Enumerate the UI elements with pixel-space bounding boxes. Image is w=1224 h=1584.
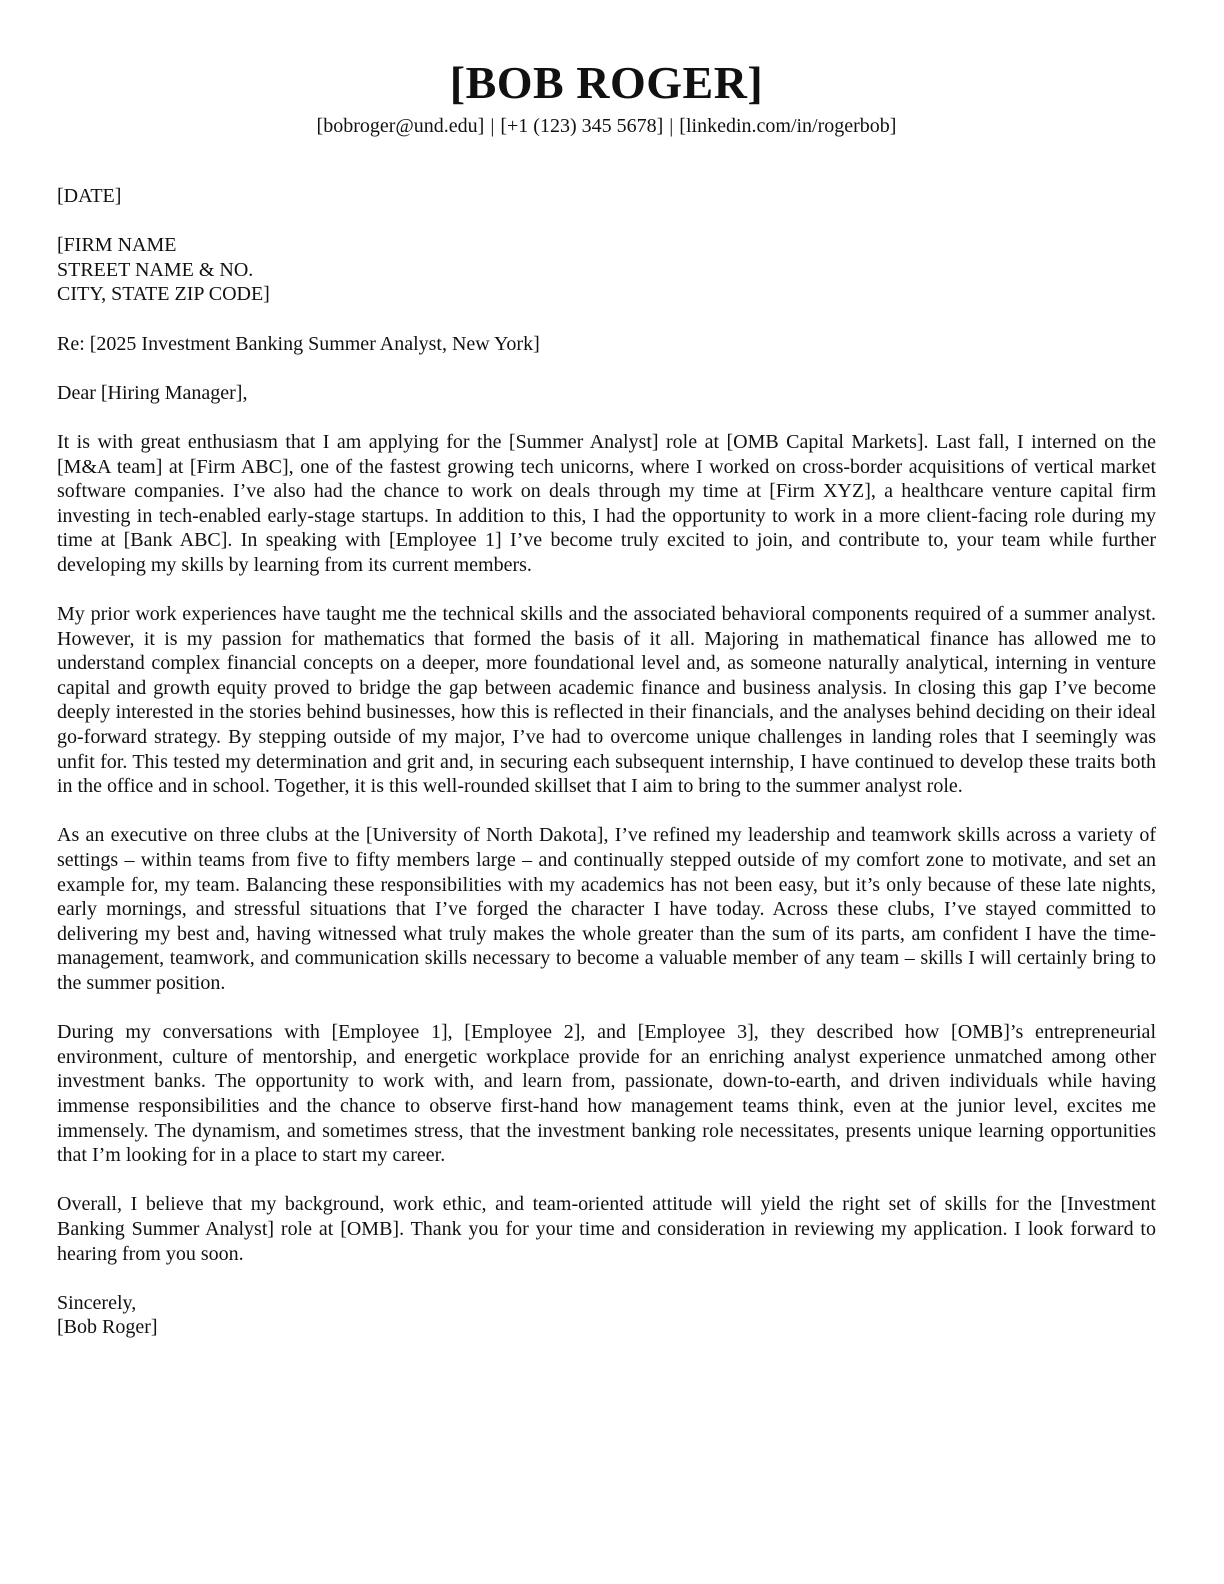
cover-letter-page: [57, 56, 1156, 1340]
linkedin-text: [linkedin.com/in/rogerbob]: [679, 115, 897, 137]
address-line-street: STREET NAME & NO.: [57, 258, 254, 281]
contact-line: [57, 114, 1156, 138]
applicant-name: [BOB ROGER]: [449, 57, 764, 108]
valediction: Sincerely,: [57, 1291, 137, 1314]
paragraph-firm-fit: During my conversations with [Employee 1], [Employee 2], and [Employee 3], they described how [OMB]’s entrepreneurial environment, culture of mentorship, and energetic workplace provide for an enriching analyst experience unmatched among other investment banks. The opportunity to work with, and learn from, passionate, down-to-earth, and driven individuals while having immense responsibilities and the chance to observe first-hand how management teams think, even at the junior level, excites me immensely. The dynamism, and sometimes stress, that the investment banking role necessitates, presents unique learning opportunities that I’m looking for in a place to start my career.: [57, 1021, 1156, 1167]
letter-body: [57, 184, 1156, 1340]
address-line-city: CITY, STATE ZIP CODE]: [57, 283, 270, 306]
subject-line: Re: [2025 Investment Banking Summer Analyst, New York]: [57, 332, 540, 355]
salutation: Dear [Hiring Manager],: [57, 381, 248, 404]
contact-separator: |: [669, 115, 674, 137]
recipient-address: [57, 233, 1156, 307]
address-line-firm: [FIRM NAME: [57, 234, 177, 257]
paragraph-intro: It is with great enthusiasm that I am applying for the [Summer Analyst] role at [OMB Capital Markets]. Last fall, I interned on the [M&A team] at [Firm ABC], one of the fastest growing tech unicorns, where I worked on cross-border acquisitions of vertical market software companies. I’ve also had the chance to work on deals through my time at [Firm XYZ], a healthcare venture capital firm investing in tech-enabled early-stage startups. In addition to this, I had the opportunity to work in a more client-facing role during my time at [Bank ABC]. In speaking with [Employee 1] I’ve become truly excited to join, and contribute to, your team while further developing my skills by learning from its current members.: [57, 430, 1156, 576]
paragraph-experience: My prior work experiences have taught me the technical skills and the associated behavioral components required of a summer analyst. However, it is my passion for mathematics that formed the basis of it all. Majoring in mathematical finance has allowed me to understand complex financial concepts on a deeper, more foundational level and, as someone naturally analytical, interning in venture capital and growth equity proved to bridge the gap between academic finance and business analysis. In closing this gap I’ve become deeply interested in the stories behind businesses, how this is reflected in their financials, and the analyses behind deciding on their ideal go-forward strategy. By stepping outside of my major, I’ve had to overcome unique challenges in landing roles that I seemingly was unfit for. This tested my determination and grit and, in securing each subsequent internship, I have continued to develop these traits both in the office and in school. Together, it is this well-rounded skillset that I aim to bring to the summer analyst role.: [57, 603, 1156, 798]
contact-separator: |: [490, 115, 495, 137]
paragraph-conclusion: Overall, I believe that my background, work ethic, and team-oriented attitude will yield the right set of skills for the [Investment Banking Summer Analyst] role at [OMB]. Thank you for your time and consideration in reviewing my application. I look forward to hearing from you soon.: [57, 1193, 1156, 1265]
email-text: [bobroger@und.edu]: [316, 115, 485, 137]
closing-block: [57, 1291, 1156, 1340]
letter-date: [DATE]: [57, 185, 122, 207]
signature-name: [Bob Roger]: [57, 1316, 158, 1339]
phone-text: [+1 (123) 345 5678]: [500, 115, 664, 137]
paragraph-leadership: As an executive on three clubs at the [University of North Dakota], I’ve refined my leadership and teamwork skills across a variety of settings – within teams from five to fifty members large – and continually stepped outside of my comfort zone to motivate, and set an example for, my team. Balancing these responsibilities with my academics has not been easy, but it’s only because of these late nights, early mornings, and stressful situations that I’ve forged the character I have today. Across these clubs, I’ve stayed committed to delivering my best and, having witnessed what truly makes the whole greater than the sum of its parts, am confident I have the time-management, teamwork, and communication skills necessary to become a valuable member of any team – skills I will certainly bring to the summer position.: [57, 824, 1156, 994]
